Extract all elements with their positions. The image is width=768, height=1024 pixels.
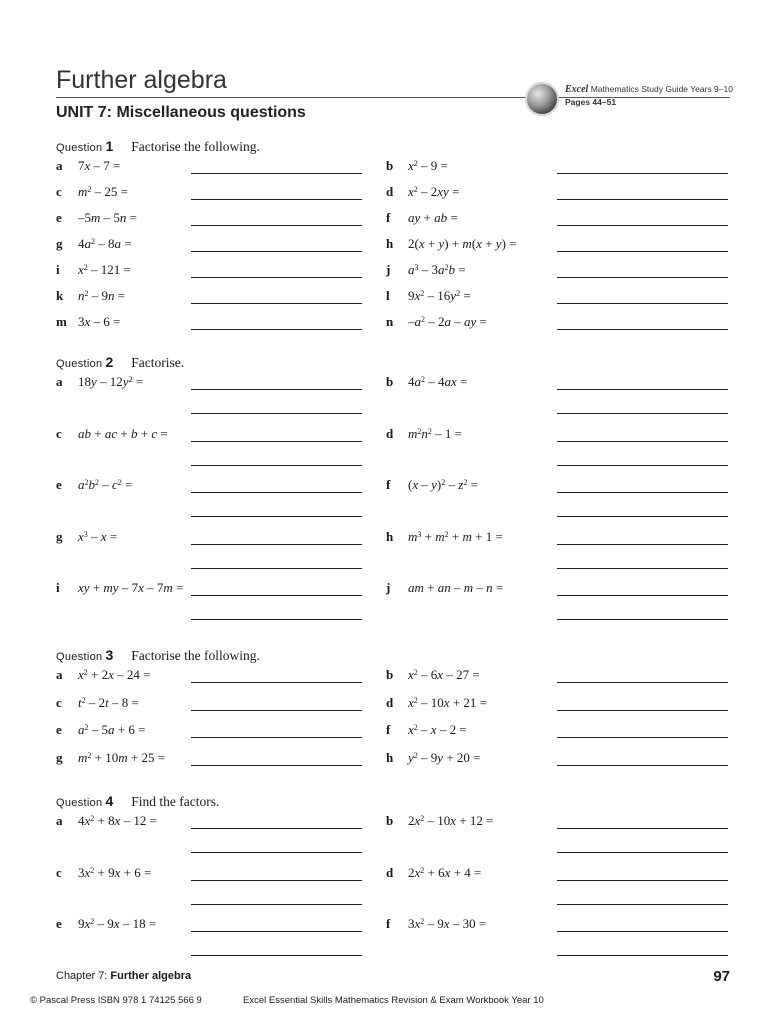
item-expression: $x^2 - 6x - 27$ =: [408, 667, 480, 682]
question-3-item-a: [56, 667, 151, 683]
item-letter: m: [56, 314, 67, 329]
item-expression: $n^2 - 9n$ =: [78, 288, 126, 303]
question-number: 1: [105, 138, 114, 154]
answer-line[interactable]: [191, 225, 362, 226]
item-expression: –5m – 5n =: [78, 210, 137, 225]
question-1-heading: [56, 138, 260, 155]
item-expression: $9x^2 - 9x - 18$ =: [78, 916, 157, 931]
item-letter: l: [386, 288, 390, 303]
item-letter: a: [56, 667, 63, 682]
item-expression: $2x^2 + 6x + 4$ =: [408, 864, 482, 880]
answer-line[interactable]: [557, 389, 728, 390]
answer-line[interactable]: [191, 413, 362, 414]
question-instruction: Factorise the following.: [131, 139, 260, 154]
answer-line[interactable]: [191, 619, 362, 620]
question-1-item-e: [56, 210, 137, 226]
question-4-item-d: [386, 865, 481, 881]
answer-line[interactable]: [191, 955, 362, 956]
item-letter: a: [56, 374, 63, 389]
answer-line[interactable]: [557, 199, 728, 200]
answer-line[interactable]: [557, 544, 728, 545]
question-1-item-l: [386, 288, 471, 304]
answer-line[interactable]: [557, 225, 728, 226]
item-letter: a: [56, 158, 63, 173]
question-1-item-g: [56, 236, 132, 252]
item-letter: d: [386, 694, 394, 710]
question-2-item-g: [56, 529, 117, 545]
answer-line[interactable]: [557, 492, 728, 493]
answer-line[interactable]: [191, 852, 362, 853]
item-letter: a: [56, 813, 63, 828]
question-3-item-e: [56, 722, 145, 738]
question-2-item-e: [56, 477, 132, 493]
item-letter: n: [386, 314, 394, 329]
question-1-item-j: [386, 262, 466, 278]
answer-line[interactable]: [557, 516, 728, 517]
question-1-item-m: [56, 314, 120, 330]
answer-line[interactable]: [557, 828, 728, 829]
answer-line[interactable]: [191, 765, 362, 766]
item-letter: b: [386, 667, 394, 682]
answer-line[interactable]: [191, 465, 362, 466]
item-letter: e: [56, 916, 62, 931]
question-word: Question: [56, 651, 103, 663]
answer-line[interactable]: [191, 516, 362, 517]
item-letter: d: [386, 184, 394, 199]
answer-line[interactable]: [557, 682, 728, 683]
item-expression: $a^2b^2 - c^2$ =: [78, 477, 133, 492]
item-expression: xy + my – 7x – 7m =: [78, 580, 184, 595]
item-expression: 7x – 7 =: [78, 158, 121, 173]
question-2-item-c: [56, 426, 168, 442]
study-guide-reference: [565, 84, 733, 95]
item-letter: j: [386, 580, 391, 595]
answer-line[interactable]: [557, 413, 728, 414]
chapter-title: Further algebra: [56, 66, 227, 94]
item-letter: b: [386, 374, 394, 389]
item-letter: g: [56, 528, 63, 544]
item-letter: h: [386, 528, 394, 544]
answer-line[interactable]: [557, 595, 728, 596]
item-letter: j: [386, 262, 391, 277]
item-expression: $m^2 + 10m + 25$ =: [78, 749, 166, 765]
footer-chapter-label: Chapter 7:: [56, 970, 111, 982]
question-1-item-b: [386, 158, 448, 174]
answer-line[interactable]: [191, 441, 362, 442]
question-word: Question: [56, 797, 103, 809]
item-expression: 2(x + y) + m(x + y) =: [408, 236, 517, 251]
item-letter: c: [56, 864, 62, 880]
question-4-item-e: [56, 916, 156, 932]
question-1-item-a: [56, 158, 120, 174]
answer-line[interactable]: [557, 931, 728, 932]
question-4-item-f: [386, 916, 486, 932]
item-expression: ay + ab =: [408, 210, 458, 225]
item-letter: c: [56, 425, 62, 441]
question-number: 3: [105, 647, 114, 663]
item-expression: $x^2 - 10x + 21$ =: [408, 694, 487, 710]
answer-line[interactable]: [557, 568, 728, 569]
answer-line[interactable]: [191, 251, 362, 252]
question-4-heading: [56, 793, 219, 810]
item-expression: $y^2 - 9y + 20$ =: [408, 749, 481, 765]
item-expression: $2x^2 - 10x + 12$ =: [408, 813, 494, 828]
answer-line[interactable]: [557, 303, 728, 304]
item-letter: f: [386, 722, 391, 737]
answer-line[interactable]: [191, 682, 362, 683]
excel-disc-logo-icon: [525, 82, 559, 116]
item-expression: $a^3 - 3a^2b$ =: [408, 262, 466, 277]
question-number: 2: [105, 354, 114, 370]
item-expression: $x^2 + 2x - 24$ =: [78, 667, 151, 682]
item-expression: $x^3$ – x =: [78, 528, 118, 544]
question-3-item-c: [56, 695, 139, 711]
copyright-notice: © Pascal Press ISBN 978 1 74125 566 9: [30, 995, 202, 1006]
question-1-item-f: [386, 210, 458, 226]
question-2-item-h: [386, 529, 503, 545]
item-expression: $x^2 - 2xy$ =: [408, 184, 460, 199]
answer-line[interactable]: [191, 931, 362, 932]
question-instruction: Factorise the following.: [131, 648, 260, 663]
guide-name: Mathematics Study Guide Years 9–10: [590, 84, 733, 94]
answer-line[interactable]: [191, 737, 362, 738]
item-letter: e: [56, 210, 62, 225]
item-expression: $x^2 - 121$ =: [78, 262, 131, 277]
question-1-item-n: [386, 314, 487, 330]
item-letter: e: [56, 477, 62, 492]
answer-line[interactable]: [557, 441, 728, 442]
answer-line[interactable]: [557, 737, 728, 738]
question-2-item-j: [386, 580, 503, 596]
item-letter: f: [386, 477, 391, 492]
question-2-item-f: [386, 477, 478, 493]
item-expression: $x^2 - 9$ =: [408, 158, 448, 173]
page-number: 97: [713, 968, 730, 985]
item-letter: h: [386, 749, 394, 765]
item-expression: $(x - y)^2 - z^2$ =: [408, 477, 478, 492]
question-3-item-f: [386, 722, 467, 738]
answer-line[interactable]: [557, 710, 728, 711]
question-3-item-b: [386, 667, 480, 683]
question-4-item-b: [386, 813, 493, 829]
question-4-item-c: [56, 865, 151, 881]
answer-line[interactable]: [557, 329, 728, 330]
item-expression: $4a^2 - 8a$ =: [78, 236, 132, 251]
item-expression: am + an – m – n =: [408, 580, 504, 595]
question-1-item-h: [386, 236, 516, 252]
item-expression: $m^2n^2 - 1$ =: [408, 425, 462, 441]
item-letter: e: [56, 722, 62, 737]
guide-brand: Excel: [565, 84, 589, 95]
item-letter: g: [56, 236, 63, 251]
item-letter: d: [386, 425, 394, 441]
question-instruction: Find the factors.: [131, 794, 220, 809]
item-letter: b: [386, 813, 394, 828]
answer-line[interactable]: [557, 619, 728, 620]
item-letter: f: [386, 210, 391, 225]
answer-line[interactable]: [191, 595, 362, 596]
question-2-heading: [56, 354, 184, 371]
answer-line[interactable]: [191, 199, 362, 200]
item-letter: i: [56, 580, 60, 595]
answer-line[interactable]: [557, 765, 728, 766]
question-2-item-i: [56, 580, 183, 596]
answer-line[interactable]: [191, 710, 362, 711]
item-letter: c: [56, 694, 62, 710]
answer-line[interactable]: [557, 904, 728, 905]
item-expression: 3x – 6 =: [78, 314, 121, 329]
answer-line[interactable]: [557, 251, 728, 252]
question-3-heading: [56, 647, 260, 664]
answer-line[interactable]: [191, 880, 362, 881]
item-expression: $m^2 - 25$ =: [78, 184, 128, 199]
question-4-item-a: [56, 813, 157, 829]
series-title: Excel Essential Skills Mathematics Revision & Exam Workbook Year 10: [243, 995, 544, 1006]
item-letter: f: [386, 916, 391, 931]
question-1-item-i: [56, 262, 131, 278]
answer-line[interactable]: [191, 329, 362, 330]
question-word: Question: [56, 358, 103, 370]
question-word: Question: [56, 142, 103, 154]
answer-line[interactable]: [191, 828, 362, 829]
question-instruction: Factorise.: [131, 355, 185, 370]
answer-line[interactable]: [557, 465, 728, 466]
item-expression: $4x^2 + 8x - 12$ =: [78, 813, 157, 828]
item-letter: d: [386, 864, 394, 880]
answer-line[interactable]: [557, 277, 728, 278]
item-letter: c: [56, 184, 62, 199]
item-expression: $m^3 + m^2 + m + 1$ =: [408, 528, 503, 544]
question-1-item-k: [56, 288, 125, 304]
item-expression: $a^2 - 5a + 6$ =: [78, 722, 146, 737]
item-expression: $3x^2 - 9x - 30$ =: [408, 916, 487, 931]
question-3-item-h: [386, 750, 480, 766]
answer-line[interactable]: [191, 389, 362, 390]
answer-line[interactable]: [191, 277, 362, 278]
item-expression: ab + ac + b + c =: [78, 425, 168, 441]
answer-line[interactable]: [557, 880, 728, 881]
question-2-item-b: [386, 374, 467, 390]
question-number: 4: [105, 793, 114, 809]
item-letter: h: [386, 236, 394, 251]
question-2-item-d: [386, 426, 462, 442]
answer-line[interactable]: [557, 852, 728, 853]
question-1-item-c: [56, 184, 128, 200]
item-letter: g: [56, 749, 63, 765]
item-expression: $4a^2 - 4ax$ =: [408, 374, 468, 389]
footer-chapter: [56, 970, 191, 982]
item-letter: i: [56, 262, 60, 277]
answer-line[interactable]: [191, 568, 362, 569]
item-expression: $-a^2 - 2a$ – ay =: [408, 314, 487, 329]
question-1-item-d: [386, 184, 459, 200]
question-2-item-a: [56, 374, 143, 390]
answer-line[interactable]: [191, 904, 362, 905]
item-letter: k: [56, 288, 64, 303]
unit-title: UNIT 7: Miscellaneous questions: [56, 104, 306, 121]
item-expression: $3x^2 + 9x + 6$ =: [78, 864, 152, 880]
item-expression: $t^2 - 2t - 8$ =: [78, 694, 139, 710]
item-letter: b: [386, 158, 394, 173]
answer-line[interactable]: [191, 544, 362, 545]
question-3-item-g: [56, 750, 165, 766]
answer-line[interactable]: [191, 492, 362, 493]
answer-line[interactable]: [191, 173, 362, 174]
answer-line[interactable]: [557, 173, 728, 174]
guide-pages: Pages 44–51: [565, 97, 617, 107]
question-3-item-d: [386, 695, 487, 711]
footer-chapter-name: Further algebra: [110, 970, 192, 982]
item-expression: $18y - 12y^2$ =: [78, 374, 144, 389]
header-rule: [56, 97, 730, 98]
item-expression: $x^2$ – x – 2 =: [408, 722, 467, 737]
answer-line[interactable]: [191, 303, 362, 304]
answer-line[interactable]: [557, 955, 728, 956]
item-expression: $9x^2 - 16y^2$ =: [408, 288, 471, 303]
